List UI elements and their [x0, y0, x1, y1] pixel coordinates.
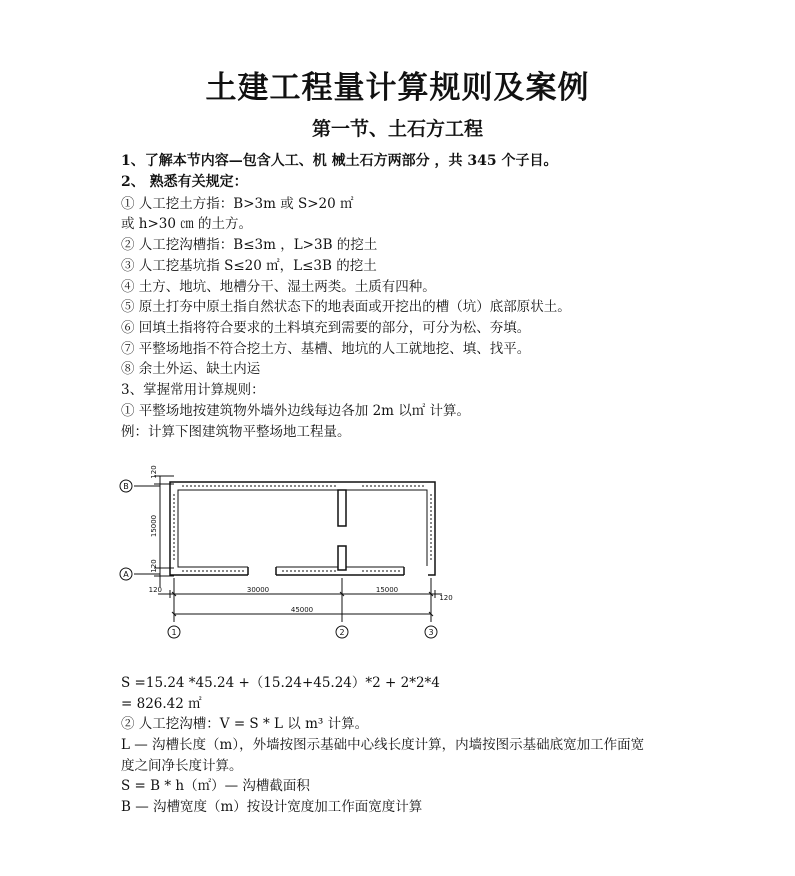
area-formula: S =15.24 *45.24 +（15.24+45.24）*2 + 2*2*4: [121, 675, 440, 691]
dim-vertical-15000: 15000: [150, 514, 158, 538]
axis-3-label: 3: [428, 628, 434, 637]
dim-left-120: 120: [148, 586, 162, 594]
rule-3: ③ 人工挖基坑指 S≤20 ㎡，L≤3B 的挖土: [121, 258, 377, 274]
dim-horizontal-15000: 15000: [375, 586, 399, 594]
trench-length-def: L — 沟槽长度（m），外墙按图示基础中心线长度计算，内墙按图示基础底宽加工作面宽: [121, 737, 645, 753]
item-understand-content: 1、了解本节内容—包含人工、机 械土石方两部分 ，共 345 个子目。: [121, 153, 558, 169]
trench-width-def: B — 沟槽宽度（m）按设计宽度加工作面宽度计算: [121, 799, 423, 815]
trench-volume-rule: ② 人工挖沟槽：V = S * L 以 m³ 计算。: [121, 716, 369, 732]
dim-30000: 30000: [246, 586, 270, 594]
trench-section-def: S = B * h（㎡）— 沟槽截面积: [121, 778, 310, 794]
example-intro: 例：计算下图建筑物平整场地工程量。: [121, 424, 351, 440]
trench-length-def-cont: 度之间净长度计算。: [121, 758, 243, 774]
rule-4: ④ 土方、地坑、地槽分干、湿土两类。土质有四种。: [121, 279, 436, 295]
dim-top-120: 120: [150, 465, 158, 479]
axis-2-label: 2: [339, 628, 345, 637]
document-title: 土建工程量计算规则及案例: [205, 70, 590, 106]
section-heading: 第一节、土石方工程: [311, 118, 483, 140]
site-plan-drawing: [112, 462, 457, 642]
axis-1-label: 1: [171, 628, 177, 637]
rule-1-line-1: ① 人工挖土方指：B>3m 或 S>20 ㎡: [121, 196, 354, 212]
area-result: = 826.42 ㎡: [121, 696, 202, 712]
rule-7: ⑦ 平整场地指不符合挖土方、基槽、地坑的人工就地挖、填、找平。: [121, 341, 531, 357]
dim-bottom-120: 120: [150, 559, 158, 573]
dim-right-120: 120: [439, 594, 453, 602]
rule-1-line-2: 或 h>30 ㎝ 的土方。: [121, 216, 253, 232]
item-calc-rules: 3、掌握常用计算规则：: [121, 382, 265, 398]
item-familiar-rules: 2、 熟悉有关规定：: [121, 174, 248, 190]
rule-2: ② 人工挖沟槽指：B≤3m ，L>3B 的挖土: [121, 237, 378, 253]
rule-8: ⑧ 余土外运、缺土内运: [121, 361, 261, 377]
rule-5: ⑤ 原土打夯中原土指自然状态下的地表面或开挖出的槽（坑）底部原状土。: [121, 299, 571, 315]
dim-45000: 45000: [290, 606, 314, 614]
axis-b-label: B: [123, 482, 129, 491]
calc-rule-1: ① 平整场地按建筑物外墙外边线每边各加 2m 以㎡ 计算。: [121, 403, 471, 419]
rule-6: ⑥ 回填土指将符合要求的土料填充到需要的部分，可分为松、夯填。: [121, 320, 531, 336]
axis-a-label: A: [123, 570, 129, 579]
